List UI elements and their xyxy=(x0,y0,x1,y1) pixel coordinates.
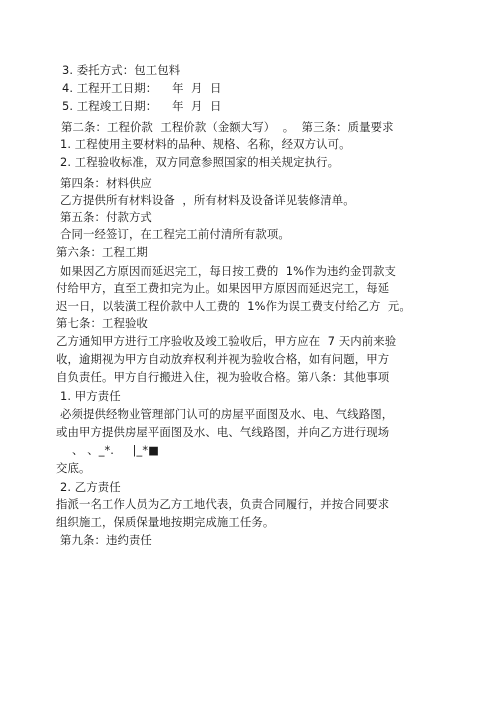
party-b-heading: 2. 乙方责任 xyxy=(60,480,121,494)
article-9-heading: 第九条：违约责任 xyxy=(60,533,152,547)
article-5-body: 合同一经签订，在工程完工前付清所有款项。 xyxy=(60,227,290,241)
article-7-body-line-1: 乙方通知甲方进行工序验收及竣工验收后，甲方应在 7 天内前来验 xyxy=(56,334,397,348)
article-6-body-line-3: 迟一日，以装潢工程价款中人工费的 1%作为误工费支付给乙方 元。 xyxy=(56,299,411,313)
article-6-body-line-2: 付给甲方，直至工费扣完为止。如果因甲方原因而延迟完工，每延 xyxy=(56,281,390,295)
clause-commission-method: 3. 委托方式：包工包料 xyxy=(62,63,181,77)
article-4-body: 乙方提供所有材料设备 ，所有材料及设备详见装修清单。 xyxy=(60,193,355,207)
clause-finish-date: 5. 工程竣工日期： 年 月 日 xyxy=(62,99,222,113)
article-7-body-line-3: 自负责任。甲方自行搬进入住，视为验收合格。第八条：其他事项 xyxy=(56,370,390,384)
party-a-body-line-3: 交底。 xyxy=(56,461,91,475)
quality-item-2: 2. 工程验收标准，双方同意参照国家的相关规定执行。 xyxy=(60,155,340,169)
party-a-body-line-1: 必须提供经物业管理部门认可的房屋平面图及水、电、气线路图， xyxy=(60,407,394,421)
article-7-heading: 第七条：工程验收 xyxy=(56,316,148,330)
party-b-body-line-1: 指派一名工作人员为乙方工地代表，负责合同履行，并按合同要求 xyxy=(56,497,390,511)
article-6-body-line-1: 如果因乙方原因而延迟完工，每日按工费的 1%作为违约金罚款支 xyxy=(60,264,396,278)
quality-item-1: 1. 工程使用主要材料的品种、规格、名称，经双方认可。 xyxy=(60,137,351,151)
scan-artifact-marks: 、 、_*. |_*■ xyxy=(72,443,160,457)
party-a-heading: 1. 甲方责任 xyxy=(60,389,121,403)
party-b-body-line-2: 组织施工，保质保量地按期完成施工任务。 xyxy=(56,515,275,529)
article-2-3-heading: 第二条：工程价款 工程价款（金额大写） 。 第三条：质量要求 xyxy=(61,120,394,134)
article-4-heading: 第四条：材料供应 xyxy=(60,176,152,190)
article-6-heading: 第六条：工程工期 xyxy=(56,245,148,259)
party-a-body-line-2: 或由甲方提供房屋平面图及水、电、气线路图，并向乙方进行现场 xyxy=(56,425,390,439)
article-7-body-line-2: 收，逾期视为甲方自动放弃权利并视为验收合格，如有问题，甲方 xyxy=(56,352,390,366)
article-5-heading: 第五条：付款方式 xyxy=(60,210,152,224)
clause-start-date: 4. 工程开工日期： 年 月 日 xyxy=(62,81,222,95)
